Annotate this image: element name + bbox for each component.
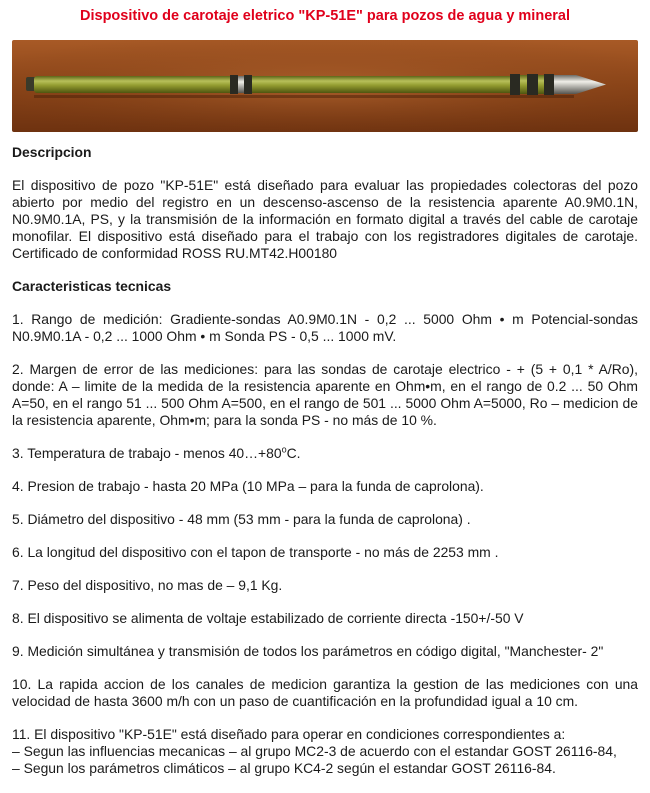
device-photo — [12, 40, 638, 132]
spec-item-4: 4. Presion de trabajo - hasta 20 MPa (10 MPa – para la funda de caprolona). — [12, 478, 484, 494]
degree-sup: o — [281, 444, 287, 455]
tech-heading: Caracteristicas tecnicas — [12, 278, 172, 294]
spec-item-9: 9. Medición simultánea y transmisión de todos los parámetros en código digital, "Manchester- 2" — [12, 643, 604, 659]
spec-item-3-unit: C. — [286, 445, 301, 461]
description-heading: Descripcion — [12, 144, 92, 160]
spec-item-5: 5. Diámetro del dispositivo - 48 mm (53 mm - para la funda de caprolona) . — [12, 511, 471, 527]
content — [12, 144, 638, 793]
spec-item-10: 10. La rapida accion de los canales de medicion garantiza la gestion de las mediciones con una velocidad de hasta 3600 m/h con un paso de cuantificación en la profundidad igual a 10 cm. — [12, 676, 638, 709]
spec-item-3 — [12, 445, 638, 462]
spec-item-11-line-1: 11. El dispositivo "KP-51E" está diseñado para operar en condiciones correspondientes a: — [12, 726, 566, 742]
spec-item-6: 6. La longitud del dispositivo con el tapon de transporte - no más de 2253 mm . — [12, 544, 499, 560]
spec-item-8: 8. El dispositivo se alimenta de voltaje estabilizado de corriente directa -150+/-50 V — [12, 610, 524, 626]
spec-item-11 — [12, 726, 638, 777]
description-text: El dispositivo de pozo "KP-51E" está diseñado para evaluar las propiedades colectoras del pozo abierto por medio del registro en un descenso-ascenso de la resistencia aparente A0.9M0.1N, N0.9M0.1A, PS, y la transmisión de la información en formato digital a través del cable de carotaje monofilar. El dispositivo está diseñado para el trabajo con los registradores digitales de carotaje. Certificado de conformidad ROSS RU.MT42.H00180 — [12, 177, 638, 261]
spec-item-1: 1. Rango de medición: Gradiente-sondas A0.9M0.1N - 0,2 ... 5000 Ohm • m Potencial-sondas N0.9M0.1A - 0,2 ... 1000 Ohm • m Sonda PS - 0,5 ... 1000 mV. — [12, 311, 638, 344]
spec-item-2: 2. Margen de error de las mediciones: para las sondas de carotaje electrico - + (5 + 0,1 * A/Ro), donde: A – limite de la medida de la resistencia aparente en Ohm•m, en el rango de 0.2 ... 50 Ohm A=50, en el rango 51 ... 500 Ohm A=500, en el rango de 501 ... 5000 Ohm A=5000, Ro – medicion de la resistencia aparente, Ohm•m; para la sonda PS - no más de 10 %. — [12, 361, 638, 428]
spec-item-7: 7. Peso del dispositivo, no mas de – 9,1 Kg. — [12, 577, 283, 593]
page-title: Dispositivo de carotaje eletrico "KP-51E" para pozos de agua y mineral — [80, 8, 570, 24]
spec-item-11-line-2: – Segun las influencias mecanicas – al grupo MC2-3 de acuerdo con el estandar GOST 26116-84, — [12, 743, 617, 759]
spec-item-3-text: 3. Temperatura de trabajo - menos 40…+80 — [12, 445, 282, 461]
spec-item-11-line-3: – Segun los parámetros climáticos – al grupo KC4-2 según el estandar GOST 26116-84. — [12, 760, 556, 776]
